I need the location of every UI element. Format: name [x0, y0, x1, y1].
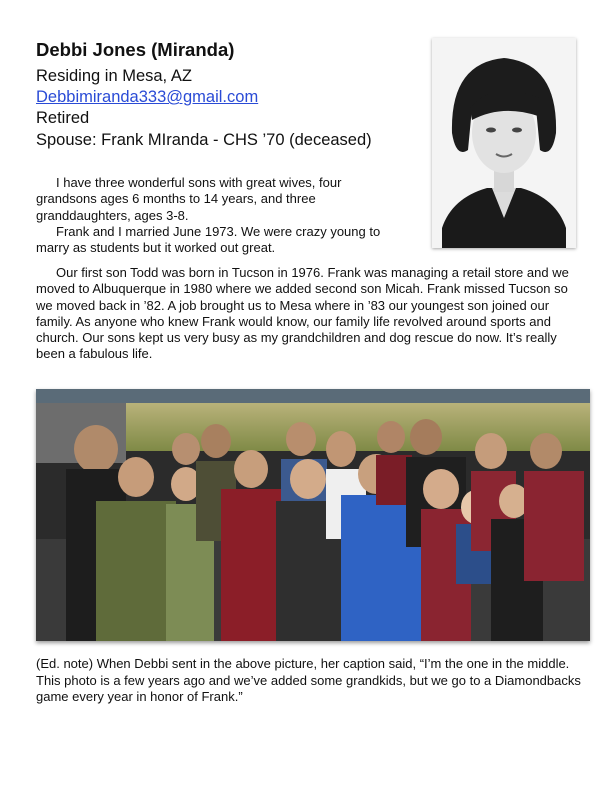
photo-caption: (Ed. note) When Debbi sent in the above picture, her caption said, “I’m the one in the middle. This photo is a few years ago and we’ve added some grandkids, but we go to a Diamondbacks game every year in honor of Frank.”: [36, 656, 581, 704]
spouse-info: Spouse: Frank MIranda - CHS ’70 (deceased): [36, 131, 372, 149]
employment-status: Retired: [36, 109, 90, 127]
paragraph-marriage: Frank and I married June 1973. We were crazy young to marry as students but it worked out great.: [36, 224, 381, 256]
email-address[interactable]: Debbimiranda333@gmail.com: [36, 88, 259, 106]
family-photo-image: [36, 389, 590, 641]
family-photo: [36, 389, 590, 641]
paragraph-history: Our first son Todd was born in Tucson in 1976. Frank was managing a retail store and we moved to Albuquerque in 1980 where we added second son Micah. Frank missed Tucson so we moved back in ’82. A job brought us to Mesa where in ’83 our youngest son joined our family. As anyone who knew Frank would know, our family life revolved around sports and church. Our sons kept us very busy as my grandchildren and dog rescue do now. It’s really been a fabulous life.: [36, 265, 569, 362]
portrait-image: [432, 38, 576, 248]
yearbook-portrait: [432, 38, 576, 248]
paragraph-family: I have three wonderful sons with great wives, four grandsons ages 6 months to 14 years, and three granddaughters, ages 3-8.: [36, 175, 342, 223]
person-name: Debbi Jones (Miranda): [36, 39, 235, 60]
email-link[interactable]: [36, 87, 258, 107]
residence: Residing in Mesa, AZ: [36, 67, 192, 85]
